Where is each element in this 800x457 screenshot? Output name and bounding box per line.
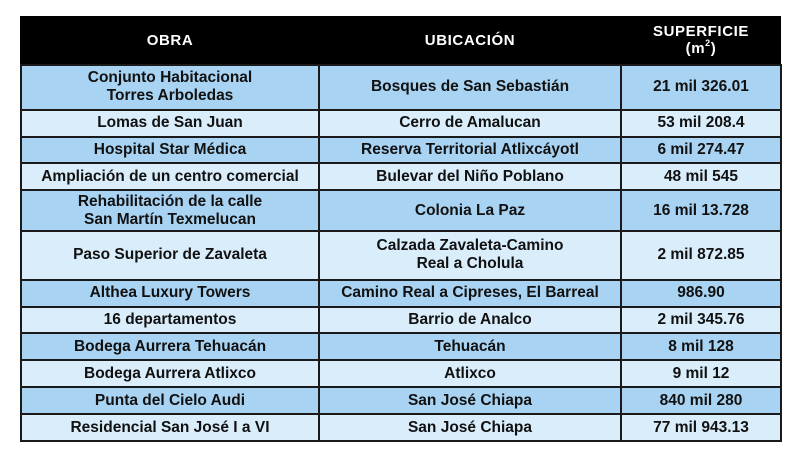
- cell-obra: [21, 387, 319, 414]
- unit-exponent: 2: [705, 38, 711, 48]
- cell-superficie: [621, 65, 781, 110]
- table-row: [21, 280, 781, 307]
- cell-obra: [21, 333, 319, 360]
- cell-ubicacion: [319, 280, 621, 307]
- table-header: [21, 16, 781, 65]
- cell-ubicacion-text: Atlixco: [444, 364, 496, 382]
- cell-obra-text: Paso Superior de Zavaleta: [73, 246, 267, 264]
- cell-obra: [21, 231, 319, 280]
- cell-obra: [21, 110, 319, 137]
- cell-ubicacion-text: Calzada Zavaleta-Camino Real a Cholula: [376, 237, 564, 273]
- cell-obra-text: Bodega Aurrera Tehuacán: [73, 337, 267, 355]
- cell-superficie-text: 48 mil 545: [663, 167, 739, 185]
- cell-superficie: [621, 280, 781, 307]
- cell-obra-text: Residencial San José I a VI: [70, 418, 270, 436]
- cell-ubicacion-text: San José Chiapa: [407, 418, 533, 436]
- cell-superficie: [621, 231, 781, 280]
- cell-superficie-text: 77 mil 943.13: [653, 418, 749, 436]
- cell-obra-text: 16 departamentos: [103, 310, 237, 328]
- cell-superficie-text: 2 mil 872.85: [657, 246, 745, 264]
- data-table-container: [20, 16, 780, 442]
- cell-ubicacion-text: Camino Real a Cipreses, El Barreal: [341, 284, 599, 302]
- cell-ubicacion: [319, 333, 621, 360]
- table-row: [21, 110, 781, 137]
- cell-ubicacion: [319, 307, 621, 334]
- cell-superficie: [621, 110, 781, 137]
- cell-superficie: [621, 137, 781, 164]
- cell-superficie-text: 9 mil 12: [672, 364, 730, 382]
- cell-superficie-text: 53 mil 208.4: [657, 114, 745, 132]
- header-superficie-unit: [686, 40, 717, 57]
- cell-obra-text: Lomas de San Juan: [97, 114, 243, 132]
- header-row: [21, 16, 781, 65]
- table-row: [21, 231, 781, 280]
- cell-ubicacion: [319, 110, 621, 137]
- cell-obra: [21, 307, 319, 334]
- cell-superficie: [621, 387, 781, 414]
- table-row: [21, 307, 781, 334]
- cell-obra-text: Ampliación de un centro comercial: [41, 167, 299, 185]
- cell-ubicacion: [319, 65, 621, 110]
- cell-superficie-text: 21 mil 326.01: [653, 78, 749, 96]
- cell-ubicacion: [319, 414, 621, 441]
- unit-close: ): [710, 40, 717, 57]
- obras-table: [20, 16, 782, 442]
- cell-obra: [21, 65, 319, 110]
- cell-obra: [21, 163, 319, 190]
- cell-superficie-text: 6 mil 274.47: [657, 140, 745, 158]
- cell-obra: [21, 360, 319, 387]
- cell-superficie: [621, 307, 781, 334]
- cell-ubicacion-text: Bulevar del Niño Poblano: [376, 167, 564, 185]
- cell-ubicacion: [319, 137, 621, 164]
- table-row: [21, 190, 781, 231]
- cell-ubicacion-text: Tehuacán: [434, 337, 506, 355]
- header-superficie: [621, 16, 781, 65]
- cell-superficie-text: 840 mil 280: [659, 391, 743, 409]
- cell-superficie: [621, 333, 781, 360]
- cell-obra-text: Bodega Aurrera Atlixco: [84, 364, 256, 382]
- table-body: [21, 65, 781, 441]
- cell-obra: [21, 414, 319, 441]
- cell-ubicacion-text: Colonia La Paz: [414, 201, 526, 219]
- table-row: [21, 360, 781, 387]
- header-superficie-title: SUPERFICIE: [652, 23, 749, 40]
- cell-ubicacion-text: Bosques de San Sebastián: [370, 78, 570, 96]
- cell-ubicacion: [319, 387, 621, 414]
- cell-superficie: [621, 163, 781, 190]
- cell-ubicacion-text: Reserva Territorial Atlixcáyotl: [361, 140, 579, 158]
- cell-obra-text: Rehabilitación de la calle San Martín Texmelucan: [77, 192, 263, 228]
- table-row: [21, 414, 781, 441]
- cell-ubicacion: [319, 360, 621, 387]
- cell-ubicacion: [319, 190, 621, 231]
- table-row: [21, 333, 781, 360]
- cell-superficie-text: 2 mil 345.76: [657, 310, 745, 328]
- cell-obra: [21, 137, 319, 164]
- cell-superficie-text: 8 mil 128: [668, 337, 734, 355]
- cell-superficie-text: 16 mil 13.728: [653, 201, 749, 219]
- cell-obra-text: Althea Luxury Towers: [89, 284, 251, 302]
- cell-ubicacion-text: Cerro de Amalucan: [399, 114, 541, 132]
- cell-obra: [21, 190, 319, 231]
- header-obra: OBRA: [21, 16, 319, 65]
- cell-superficie-text: 986.90: [677, 284, 725, 302]
- cell-ubicacion: [319, 231, 621, 280]
- cell-obra-text: Punta del Cielo Audi: [94, 391, 246, 409]
- table-row: [21, 65, 781, 110]
- table-row: [21, 137, 781, 164]
- cell-obra: [21, 280, 319, 307]
- cell-superficie: [621, 360, 781, 387]
- header-ubicacion: UBICACIÓN: [319, 16, 621, 65]
- cell-ubicacion-text: San José Chiapa: [407, 391, 533, 409]
- cell-ubicacion: [319, 163, 621, 190]
- table-row: [21, 163, 781, 190]
- cell-ubicacion-text: Barrio de Analco: [408, 310, 532, 328]
- cell-obra-text: Hospital Star Médica: [93, 140, 247, 158]
- cell-obra-text: Conjunto Habitacional Torres Arboledas: [87, 69, 253, 105]
- unit-open: (m: [685, 40, 706, 57]
- cell-superficie: [621, 414, 781, 441]
- cell-superficie: [621, 190, 781, 231]
- table-row: [21, 387, 781, 414]
